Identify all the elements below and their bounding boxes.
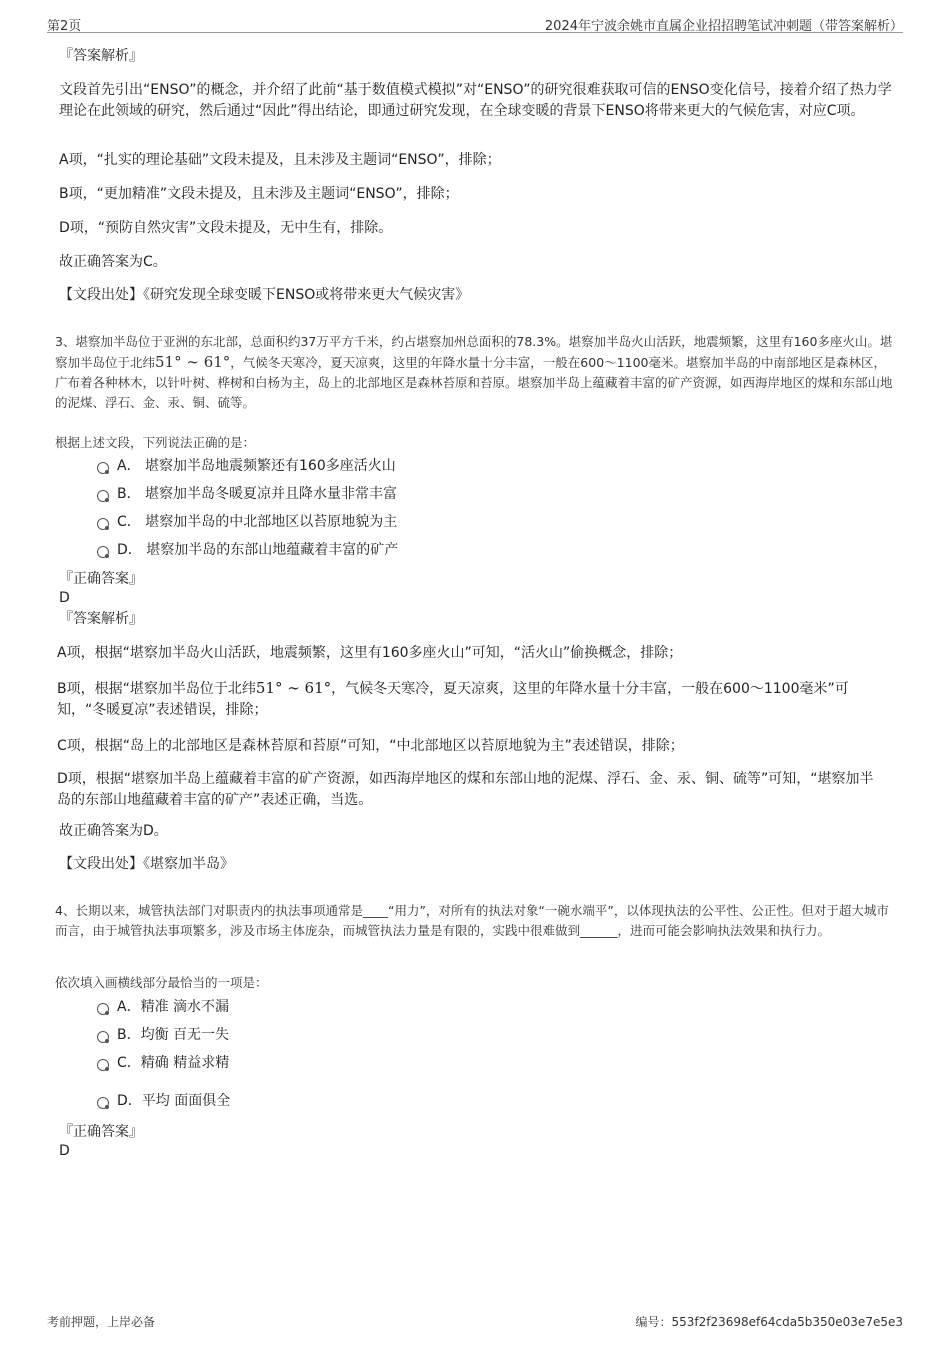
q3-passage-part2: ，气候冬天寒冷，夏天凉爽，这里的年降水量十分丰富，一般在600～1100毫米。堪察加半岛的中南部地区是森林区，广布着各种林木，以针叶树、桦树和白杨为主，岛上的北部地区是森林苔原和苔原。堪察加半岛上蕴藏着丰富的矿产资源，如西海岸地区的煤和东部山地的泥煤、浮石、金、汞、铜、硫等。 bbox=[55, 354, 893, 410]
q3-option-d-label: D． 堪察加半岛的东部山地蕴藏着丰富的矿产 bbox=[117, 542, 399, 558]
q4-option-d-label: D．平均 面面俱全 bbox=[117, 1093, 231, 1109]
q3-option-b-label: B． 堪察加半岛冬暖夏凉并且降水量非常丰富 bbox=[117, 486, 398, 502]
q4-option-b-label: B．均衡 百无一失 bbox=[117, 1027, 230, 1043]
prev-analysis-a: A项，“扎实的理论基础”文段未提及，且未涉及主题词“ENSO”，排除； bbox=[59, 152, 501, 168]
radio-icon[interactable] bbox=[97, 462, 109, 474]
footer-slogan: 考前押题，上岸必备 bbox=[47, 1315, 156, 1329]
q3-options bbox=[57, 456, 657, 568]
q3-analysis-b-part2: ，气候冬天寒冷，夏天凉爽，这里的年降水量十分丰富，一般在600～1100毫米”可知，“冬暖夏凉”表述错误，排除； bbox=[57, 681, 849, 718]
q4-option-c-label: C．精确 精益求精 bbox=[117, 1055, 230, 1071]
q4-option-d[interactable] bbox=[57, 1091, 657, 1119]
q4-option-a[interactable] bbox=[57, 997, 657, 1025]
q4-options bbox=[57, 997, 657, 1119]
q3-option-c-label: C． 堪察加半岛的中北部地区以苔原地貌为主 bbox=[117, 514, 398, 530]
q3-analysis-b-latitude: 51° ∼ 61° bbox=[255, 679, 332, 697]
q3-option-c[interactable] bbox=[57, 512, 657, 540]
q4-passage-part3: ，进而可能会影响执法效果和执行力。 bbox=[617, 922, 831, 938]
radio-icon[interactable] bbox=[97, 1097, 109, 1109]
prev-analysis-label: 『答案解析』 bbox=[59, 48, 143, 64]
prev-conclusion: 故正确答案为C。 bbox=[59, 254, 167, 270]
q3-passage-part1: 3、堪察加半岛位于亚洲的东北部，总面积约37万平方千米，约占堪察加州总面积的78.3%。堪察加半岛火山活跃，地震频繁，这里有160多座火山。堪察加半岛位于北纬 bbox=[55, 333, 893, 370]
q4-blank-2: ______ bbox=[580, 922, 618, 938]
radio-icon[interactable] bbox=[97, 518, 109, 530]
q3-analysis-a: A项，根据“堪察加半岛火山活跃，地震频繁，这里有160多座火山”可知，“活火山”偷换概念，排除； bbox=[57, 645, 683, 661]
document-id: 编号：553f2f23698ef64cda5b350e03e7e5e3 bbox=[635, 1315, 903, 1329]
q4-option-b[interactable] bbox=[57, 1025, 657, 1053]
radio-icon[interactable] bbox=[97, 546, 109, 558]
radio-icon[interactable] bbox=[97, 1031, 109, 1043]
q4-answer: D bbox=[59, 1143, 70, 1159]
q3-option-a-label: A． 堪察加半岛地震频繁还有160多座活火山 bbox=[117, 458, 396, 474]
q4-passage bbox=[55, 901, 895, 941]
radio-icon[interactable] bbox=[97, 1059, 109, 1071]
q4-blank-1: ____ bbox=[362, 902, 388, 918]
q3-analysis-label: 『答案解析』 bbox=[59, 611, 143, 627]
q4-option-a-label: A．精准 滴水不漏 bbox=[117, 999, 230, 1015]
q3-analysis-c: C项，根据“岛上的北部地区是森林苔原和苔原”可知，“中北部地区以苔原地貌为主”表述错误，排除； bbox=[57, 738, 684, 754]
q3-conclusion: 故正确答案为D。 bbox=[59, 823, 168, 839]
prev-analysis-text: 文段首先引出“ENSO”的概念，并介绍了此前“基于数值模式模拟”对“ENSO”的研究很难获取可信的ENSO变化信号，接着介绍了热力学理论在此领域的研究，然后通过“因此”得出结论，即通过研究发现，在全球变暖的背景下ENSO将带来更大的气候危害，对应C项。 bbox=[59, 82, 892, 119]
q3-option-d[interactable] bbox=[57, 540, 657, 568]
q4-question: 依次填入画横线部分最恰当的一项是： bbox=[55, 974, 268, 990]
q3-answer-label: 『正确答案』 bbox=[59, 571, 143, 587]
q3-passage bbox=[55, 332, 895, 413]
q3-option-b[interactable] bbox=[57, 484, 657, 512]
q4-passage-part2: “用力”，对所有的执法对象“一碗水端平”，以体现执法的公平性、公正性。但对于超大城市而言，由于城管执法事项繁多，涉及市场主体庞杂，而城管执法力量是有限的，实践中很难做到 bbox=[55, 902, 889, 938]
q4-option-c[interactable] bbox=[57, 1053, 657, 1081]
page-header bbox=[47, 12, 903, 33]
radio-icon[interactable] bbox=[97, 1003, 109, 1015]
q3-question: 根据上述文段，下列说法正确的是： bbox=[55, 434, 256, 450]
document-title: 2024年宁波余姚市直属企业招招聘笔试冲刺题（带答案解析） bbox=[544, 19, 903, 34]
prev-source: 【文段出处】《研究发现全球变暖下ENSO或将带来更大气候灾害》 bbox=[59, 287, 470, 303]
q4-passage-part1: 4、长期以来，城管执法部门对职责内的执法事项通常是 bbox=[55, 902, 363, 918]
q3-option-a[interactable] bbox=[57, 456, 657, 484]
prev-analysis-b: B项，“更加精准”文段未提及，且未涉及主题词“ENSO”，排除； bbox=[59, 186, 459, 202]
q3-analysis-d: D项，根据“堪察加半岛上蕴藏着丰富的矿产资源，如西海岸地区的煤和东部山地的泥煤、浮石、金、汞、铜、硫等”可知，“堪察加半岛的东部山地蕴藏着丰富的矿产”表述正确，当选。 bbox=[57, 771, 874, 808]
q3-source: 【文段出处】《堪察加半岛》 bbox=[59, 856, 234, 872]
prev-analysis-d: D项，“预防自然灾害”文段未提及，无中生有，排除。 bbox=[59, 220, 393, 236]
radio-icon[interactable] bbox=[97, 490, 109, 502]
q3-analysis-b-part1: B项，根据“堪察加半岛位于北纬 bbox=[57, 681, 256, 697]
q3-analysis-b bbox=[57, 678, 891, 721]
q4-answer-label: 『正确答案』 bbox=[59, 1124, 143, 1140]
q3-answer: D bbox=[59, 590, 70, 606]
page-number: 第2页 bbox=[47, 19, 82, 34]
q3-latitude-range: 51° ∼ 61° bbox=[155, 352, 231, 371]
